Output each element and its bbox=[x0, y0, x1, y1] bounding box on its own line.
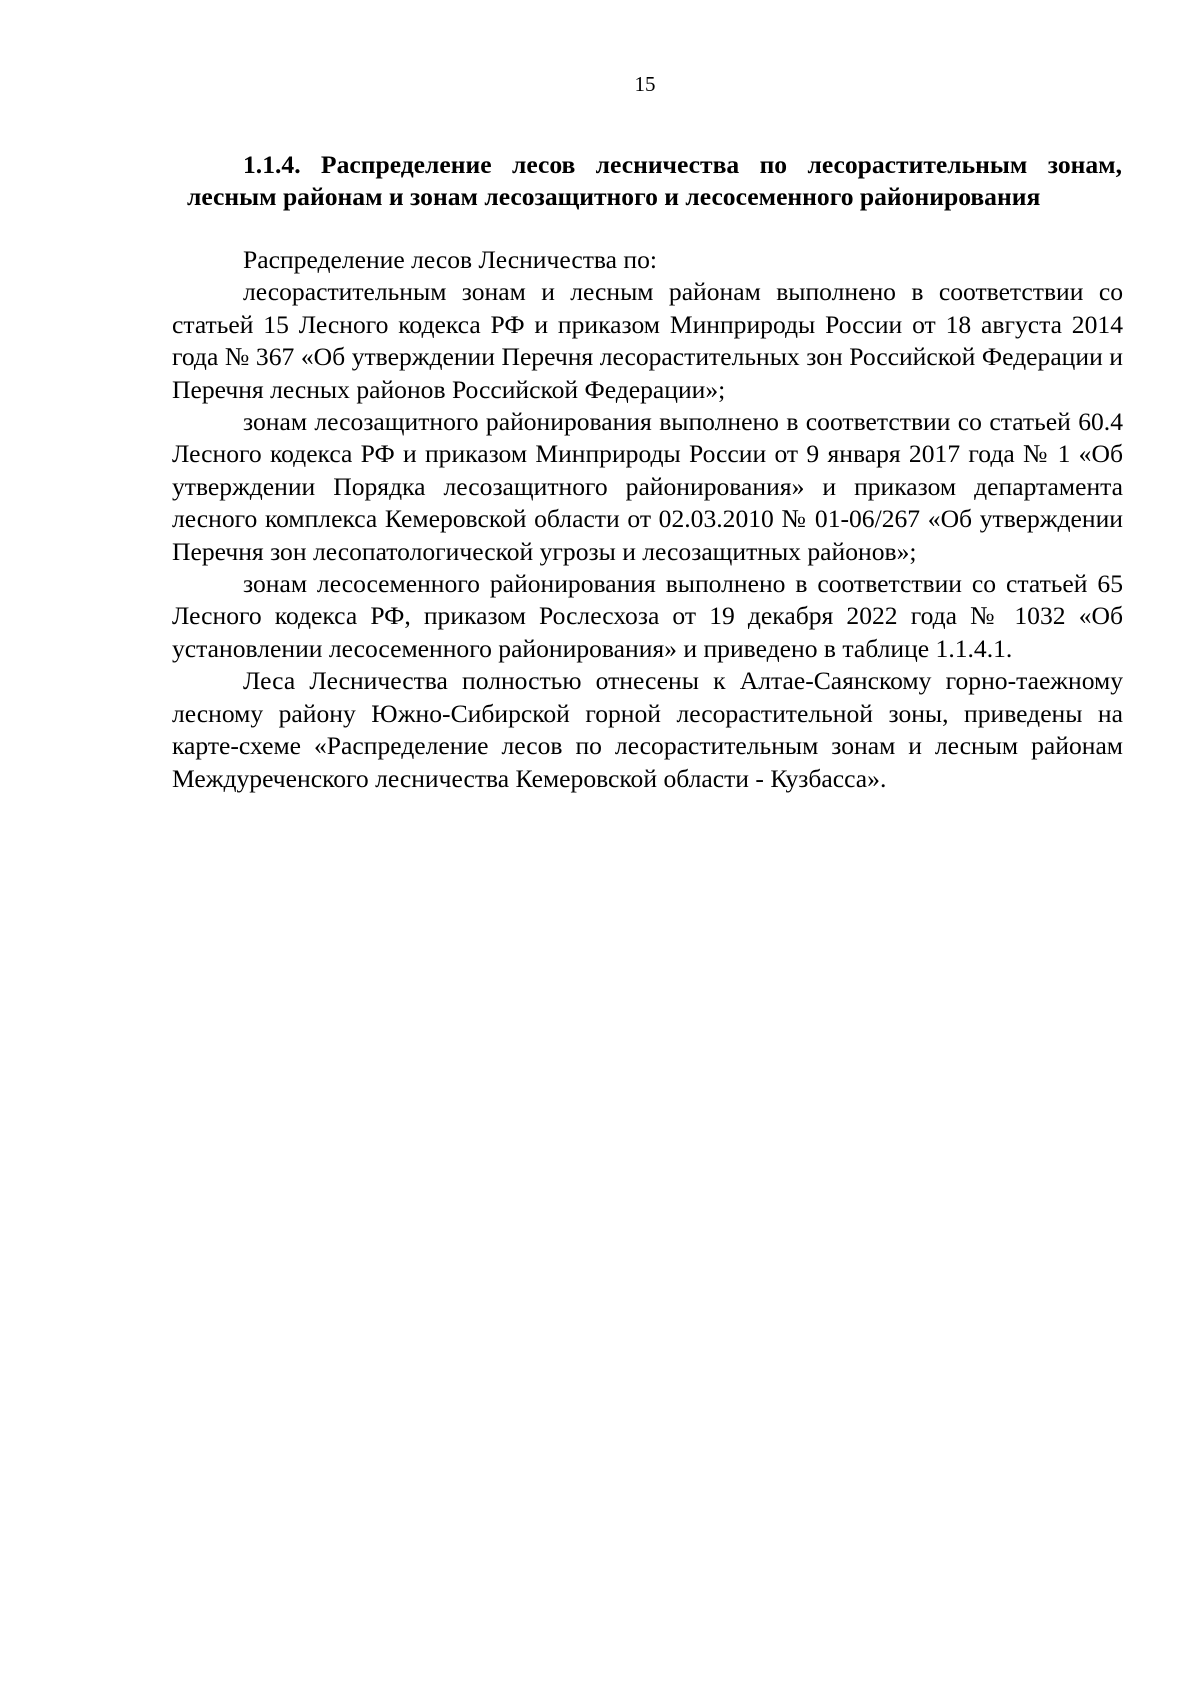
paragraph-intro: Распределение лесов Лесничества по: bbox=[243, 245, 657, 274]
paragraph-forest-protection-zoning: зонам лесозащитного районирования выполнено в соответствии со статьей 60.4 Лесного кодекса РФ и приказом Минприроды России от 9 января 2017 года № 1 «Об утверждении Порядка лесозащитного районирования» и приказом департамента лесного комплекса Кемеровской области от 02.03.2010 № 01-06/267 «Об утверждении Перечня зон лесопатологической угрозы и лесозащитных районов»; bbox=[172, 407, 1123, 566]
paragraph-seed-zoning: зонам лесосеменного районирования выполнено в соответствии со статьей 65 Лесного кодекса РФ, приказом Рослесхоза от 19 декабря 2022 года № 1032 «Об установлении лесосеменного районирования» и приведено в таблице 1.1.4.1. bbox=[172, 569, 1123, 663]
section-heading: 1.1.4. Распределение лесов лесничества по лесорастительным зонам, лесным районам и зонам лесозащитного и лесосеменного районирования bbox=[187, 150, 1122, 211]
paragraph-forest-district: Леса Лесничества полностью отнесены к Алтае-Саянскому горно-таежному лесному району Южно-Сибирской горной лесорастительной зоны, приведены на карте-схеме «Распределение лесов по лесорастительным зонам и лесным районам Междуреченского лесничества Кемеровской области - Кузбасса». bbox=[172, 666, 1123, 793]
paragraph-forest-zones: лесорастительным зонам и лесным районам выполнено в соответствии со статьей 15 Лесного кодекса РФ и приказом Минприроды России от 18 августа 2014 года № 367 «Об утверждении Перечня лесорастительных зон Российской Федерации и Перечня лесных районов Российской Федерации»; bbox=[172, 277, 1123, 404]
body-text bbox=[172, 244, 1123, 795]
page-number: 15 bbox=[634, 72, 656, 96]
